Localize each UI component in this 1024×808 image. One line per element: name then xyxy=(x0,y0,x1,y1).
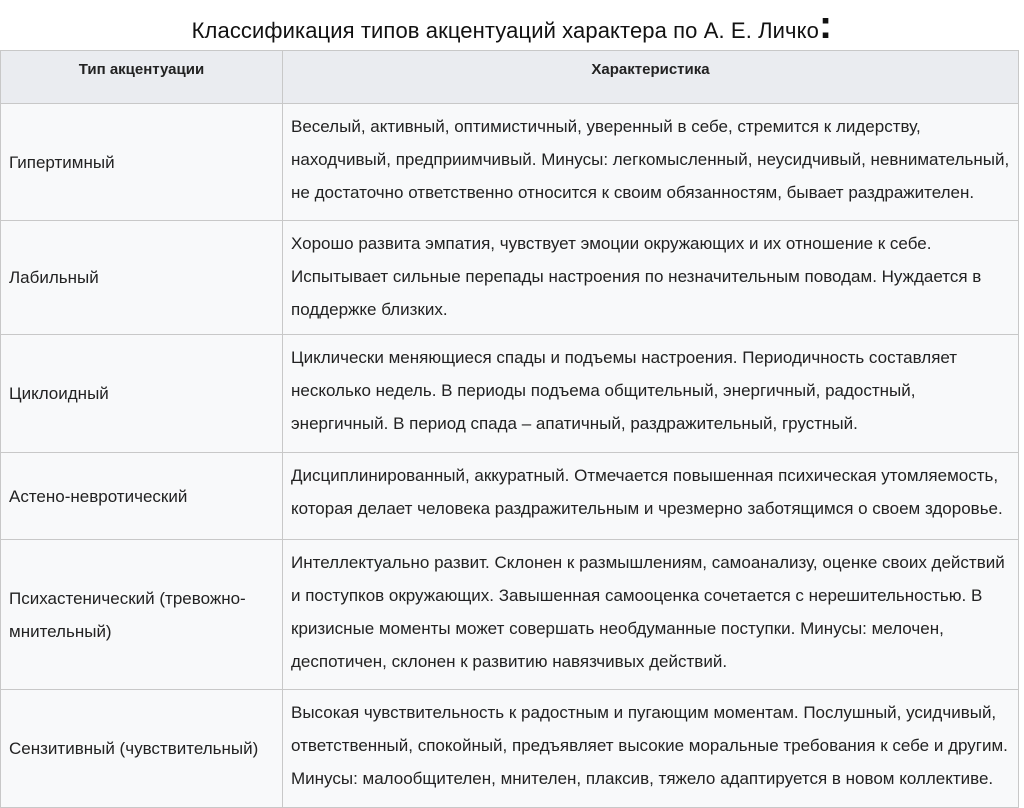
slide-title xyxy=(0,3,1024,47)
accentuation-table xyxy=(0,50,1019,808)
table-row xyxy=(1,335,1019,453)
row-type-astheno-neurotic: Астено-невротический xyxy=(1,453,283,540)
row-description-hyperthymic: Веселый, активный, оптимистичный, уверенный в себе, стремится к лидерству, находчивый, предприимчивый. Минусы: легкомысленный, неусидчивый, невнимательный, не достаточно ответственно относится к своим обязанностям, бывает раздражителен. xyxy=(283,104,1019,221)
table-row xyxy=(1,453,1019,540)
row-description-astheno-neurotic: Дисциплинированный, аккуратный. Отмечается повышенная психическая утомляемость, которая делает человека раздражительным и чрезмерно заботящимся о своем здоровье. xyxy=(283,453,1019,540)
accentuation-table-container xyxy=(0,50,1024,788)
row-description-labile: Хорошо развита эмпатия, чувствует эмоции окружающих и их отношение к себе. Испытывает сильные перепады настроения по незначительным поводам. Нуждается в поддержке близких. xyxy=(283,221,1019,335)
slide-title-text: Классификация типов акцентуаций характера по А. Е. Личко xyxy=(191,18,819,43)
row-description-sensitive: Высокая чувствительность к радостным и пугающим моментам. Послушный, усидчивый, ответственный, спокойный, предъявляет высокие моральные требования к себе и другим. Минусы: малообщителен, мнителен, плаксив, тяжело адаптируется в новом коллективе. xyxy=(283,690,1019,808)
table-row xyxy=(1,540,1019,690)
table-header-row xyxy=(1,51,1019,104)
row-type-hyperthymic: Гипертимный xyxy=(1,104,283,221)
row-type-psychasthenic: Психастенический (тревожно-мнительный) xyxy=(1,540,283,690)
table-row xyxy=(1,104,1019,221)
header-characteristic: Характеристика xyxy=(283,51,1019,104)
row-type-labile: Лабильный xyxy=(1,221,283,335)
row-type-sensitive: Сензитивный (чувствительный) xyxy=(1,690,283,808)
slide-title-colon: : xyxy=(818,3,833,47)
row-type-cycloid: Циклоидный xyxy=(1,335,283,453)
table-row xyxy=(1,221,1019,335)
header-type: Тип акцентуации xyxy=(1,51,283,104)
row-description-psychasthenic: Интеллектуально развит. Склонен к размышлениям, самоанализу, оценке своих действий и поступков окружающих. Завышенная самооценка сочетается с нерешительностью. В кризисные моменты может совершать необдуманные поступки. Минусы: мелочен, деспотичен, склонен к развитию навязчивых действий. xyxy=(283,540,1019,690)
table-row xyxy=(1,690,1019,808)
row-description-cycloid: Циклически меняющиеся спады и подъемы настроения. Периодичность составляет несколько недель. В периоды подъема общительный, энергичный, радостный, энергичный. В период спада – апатичный, раздражительный, грустный. xyxy=(283,335,1019,453)
